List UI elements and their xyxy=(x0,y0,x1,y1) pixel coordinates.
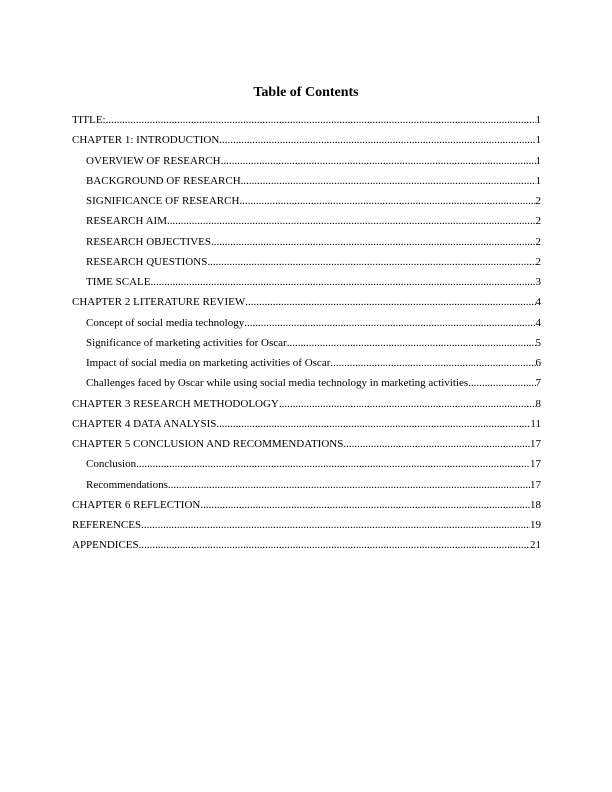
toc-entry-page-number: 6 xyxy=(535,357,541,369)
toc-list xyxy=(72,113,541,559)
toc-dot-leader xyxy=(167,214,536,228)
toc-entry-page-number: 4 xyxy=(535,316,541,329)
toc-entry-label: REFERENCES xyxy=(72,519,142,531)
toc-dot-leader xyxy=(141,518,530,532)
toc-entry[interactable] xyxy=(72,214,541,234)
toc-entry-page-number: 11 xyxy=(530,417,541,430)
toc-entry-label: SIGNIFICANCE OF RESEARCH xyxy=(86,195,240,207)
toc-entry-page-number: 1 xyxy=(535,154,541,167)
toc-entry-page-number: 8 xyxy=(535,397,541,410)
toc-entry-page-number: 1 xyxy=(535,114,541,126)
toc-entry-label: RESEARCH AIM xyxy=(86,215,167,228)
toc-entry[interactable] xyxy=(72,113,541,133)
toc-entry-page-number: 19 xyxy=(530,519,541,531)
toc-entry-page-number: 17 xyxy=(530,478,541,491)
toc-entry[interactable] xyxy=(72,255,541,275)
toc-entry-label: CHAPTER 5 CONCLUSION AND RECOMMENDATIONS xyxy=(72,438,344,450)
toc-entry-label: RESEARCH OBJECTIVES xyxy=(86,235,211,248)
toc-entry-page-number: 17 xyxy=(530,438,541,450)
toc-entry-label: CHAPTER 2 LITERATURE REVIEW xyxy=(72,296,246,309)
toc-entry[interactable] xyxy=(72,478,541,498)
toc-entry-label: Challenges faced by Oscar while using social media technology in marketing activities xyxy=(86,377,469,390)
toc-entry-label: Recommendations xyxy=(86,478,168,491)
toc-entry-label: Conclusion xyxy=(86,458,137,471)
toc-entry-page-number: 2 xyxy=(535,215,541,228)
toc-entry-label: BACKGROUND OF RESEARCH xyxy=(86,174,241,187)
toc-dot-leader xyxy=(468,376,535,390)
toc-entry-page-number: 2 xyxy=(535,255,541,268)
toc-entry[interactable] xyxy=(72,376,541,396)
toc-entry[interactable] xyxy=(72,518,541,538)
toc-dot-leader xyxy=(106,113,536,127)
toc-entry-page-number: 21 xyxy=(530,539,541,552)
toc-entry[interactable] xyxy=(72,194,541,214)
toc-entry-label: RESEARCH QUESTIONS xyxy=(86,255,208,268)
toc-dot-leader xyxy=(239,194,535,208)
toc-entry[interactable] xyxy=(72,498,541,518)
toc-entry[interactable] xyxy=(72,154,541,174)
toc-dot-leader xyxy=(219,133,535,147)
toc-heading: Table of Contents xyxy=(253,85,359,100)
toc-entry-page-number: 4 xyxy=(535,296,541,309)
toc-entry-label: CHAPTER 4 DATA ANALYSIS xyxy=(72,417,217,430)
toc-entry-label: TITLE: xyxy=(72,114,106,126)
toc-dot-leader xyxy=(343,437,530,451)
toc-entry[interactable] xyxy=(72,316,541,336)
toc-entry[interactable] xyxy=(72,538,541,558)
toc-dot-leader xyxy=(330,356,535,370)
toc-entry[interactable] xyxy=(72,275,541,295)
toc-entry-label: CHAPTER 1: INTRODUCTION xyxy=(72,134,220,147)
toc-entry-page-number: 17 xyxy=(530,458,541,471)
toc-entry-page-number: 18 xyxy=(530,498,541,511)
toc-entry-label: Impact of social media on marketing activities of Oscar xyxy=(86,357,331,369)
toc-dot-leader xyxy=(287,336,536,350)
toc-entry[interactable] xyxy=(72,336,541,356)
toc-entry[interactable] xyxy=(72,437,541,457)
toc-entry-page-number: 1 xyxy=(535,174,541,187)
toc-dot-leader xyxy=(279,397,536,411)
toc-entry-label: Significance of marketing activities for Oscar xyxy=(86,336,287,349)
toc-dot-leader xyxy=(139,538,530,552)
toc-entry-label: OVERVIEW OF RESEARCH xyxy=(86,154,221,167)
toc-dot-leader xyxy=(150,275,535,289)
toc-entry[interactable] xyxy=(72,174,541,194)
toc-entry[interactable] xyxy=(72,457,541,477)
toc-dot-leader xyxy=(244,316,535,330)
toc-entry[interactable] xyxy=(72,356,541,376)
toc-dot-leader xyxy=(136,457,530,471)
toc-dot-leader xyxy=(168,478,530,492)
toc-entry-page-number: 2 xyxy=(535,195,541,207)
toc-entry-label: TIME SCALE xyxy=(86,276,151,288)
toc-dot-leader xyxy=(221,154,536,168)
toc-dot-leader xyxy=(200,498,530,512)
toc-entry[interactable] xyxy=(72,397,541,417)
toc-entry-label: CHAPTER 6 REFLECTION xyxy=(72,498,201,511)
toc-entry-label: APPENDICES xyxy=(72,539,139,552)
toc-entry-label: Concept of social media technology xyxy=(86,316,245,329)
toc-dot-leader xyxy=(211,235,536,249)
toc-entry[interactable] xyxy=(72,295,541,315)
toc-entry-page-number: 2 xyxy=(535,235,541,248)
toc-entry-page-number: 7 xyxy=(535,377,541,390)
toc-entry[interactable] xyxy=(72,235,541,255)
toc-dot-leader xyxy=(207,255,535,269)
toc-entry[interactable] xyxy=(72,133,541,153)
toc-entry-label: CHAPTER 3 RESEARCH METHODOLOGY xyxy=(72,397,279,410)
toc-entry[interactable] xyxy=(72,417,541,437)
toc-entry-page-number: 3 xyxy=(535,276,541,288)
toc-dot-leader xyxy=(216,417,530,431)
toc-dot-leader xyxy=(245,295,535,309)
toc-entry-page-number: 1 xyxy=(535,134,541,147)
toc-dot-leader xyxy=(241,174,536,188)
toc-entry-page-number: 5 xyxy=(535,336,541,349)
